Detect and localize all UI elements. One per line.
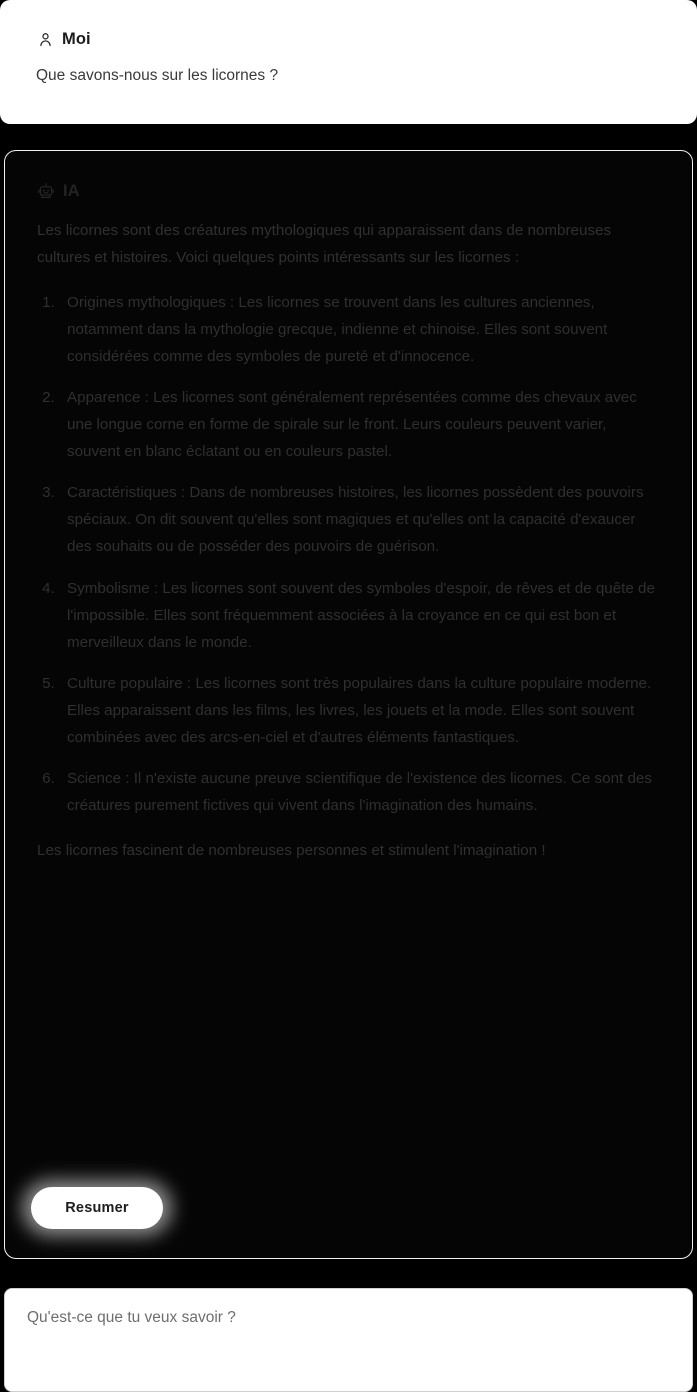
resume-button[interactable]: Resumer bbox=[31, 1187, 163, 1229]
ai-outro-paragraph: Les licornes fascinent de nombreuses personnes et stimulent l'imagination ! bbox=[37, 841, 546, 859]
user-speaker-name: Moi bbox=[62, 29, 91, 48]
ai-speaker-name: IA bbox=[63, 181, 80, 200]
message-input[interactable] bbox=[25, 1305, 672, 1375]
ai-intro-paragraph: Les licornes sont des créatures mythologiques qui apparaissent dans de nombreuses cultures et histoires. Voici quelques points intéressants sur les licornes : bbox=[37, 222, 612, 267]
ai-points-list bbox=[37, 289, 660, 819]
resume-button-wrapper bbox=[22, 1180, 172, 1236]
person-icon bbox=[36, 30, 54, 48]
list-item: 2. Apparence : Les licornes sont généralement représentées comme des chevaux avec une longue corne en forme de spirale sur le front. Leurs couleurs peuvent varier, souvent en blanc éclatant ou en couleurs pastel. bbox=[59, 384, 660, 465]
list-item: 1. Origines mythologiques : Les licornes se trouvent dans les cultures anciennes, notamment dans la mythologie grecque, indienne et chinoise. Elles sont souvent considérées comme des symboles de pureté et d'innocence. bbox=[59, 289, 660, 370]
user-speaker-row bbox=[36, 28, 661, 50]
user-message-text: Que savons-nous sur les licornes ? bbox=[36, 67, 279, 84]
user-message-card bbox=[0, 0, 697, 124]
ai-speaker-row bbox=[37, 179, 660, 203]
robot-icon bbox=[37, 182, 55, 200]
list-item: 4. Symbolisme : Les licornes sont souvent des symboles d'espoir, de rêves et de quête de l'impossible. Elles sont fréquemment associées à la croyance en ce qui est bon et merveilleux dans le monde. bbox=[59, 575, 660, 656]
list-item: 3. Caractéristiques : Dans de nombreuses histoires, les licornes possèdent des pouvoirs spéciaux. On dit souvent qu'elles sont magiques et qu'elles ont la capacité d'exaucer des souhaits ou de posséder des pouvoirs de guérison. bbox=[59, 479, 660, 560]
list-item: 6. Science : Il n'existe aucune preuve scientifique de l'existence des licornes. Ce sont des créatures purement fictives qui vivent dans l'imagination des humains. bbox=[59, 765, 660, 819]
ai-message-card bbox=[4, 150, 693, 1259]
composer-container[interactable] bbox=[4, 1288, 693, 1392]
list-item: 5. Culture populaire : Les licornes sont très populaires dans la culture populaire moderne. Elles apparaissent dans les films, les livres, les jouets et la mode. Elles sont souvent combinées avec des arcs-en-ciel et d'autres éléments fantastiques. bbox=[59, 670, 660, 751]
